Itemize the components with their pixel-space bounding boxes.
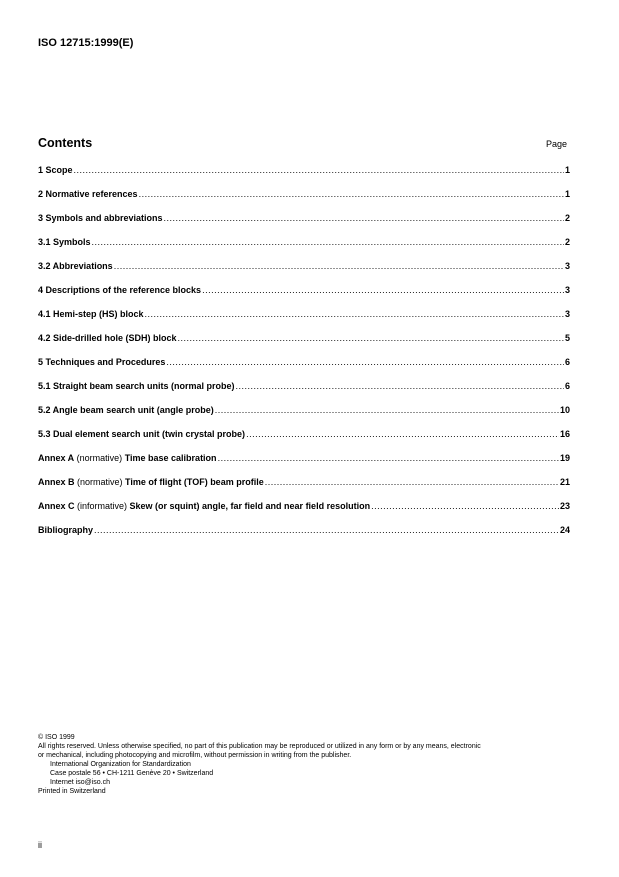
annex-title: Time of flight (TOF) beam profile	[125, 477, 264, 487]
toc-entry[interactable]	[38, 165, 570, 189]
toc-entry[interactable]	[38, 285, 570, 309]
toc-entry[interactable]	[38, 309, 570, 333]
annex-type: (informative)	[74, 501, 130, 511]
dot-leader	[246, 429, 559, 439]
toc-entry[interactable]	[38, 429, 570, 453]
toc-entry-page: 21	[559, 477, 570, 487]
toc-entry-page: 5	[564, 333, 570, 343]
toc-entry-label: Annex B	[38, 477, 75, 487]
dot-leader	[94, 525, 559, 535]
copyright-notice	[38, 733, 578, 796]
page-column-label: Page	[546, 139, 568, 149]
postal-address: Case postale 56 • CH-1211 Genève 20 • Switzerland	[50, 770, 214, 777]
dot-leader	[202, 285, 564, 295]
toc-entry-page: 10	[559, 405, 570, 415]
dot-leader	[371, 501, 559, 511]
toc-entry[interactable]	[38, 525, 570, 549]
organization-name: International Organization for Standardization	[50, 761, 191, 768]
toc-entry[interactable]	[38, 189, 570, 213]
toc-entry-page: 16	[559, 429, 570, 439]
table-of-contents	[38, 165, 570, 549]
dot-leader	[164, 213, 564, 223]
dot-leader	[92, 237, 564, 247]
annex-type: (normative)	[74, 453, 125, 463]
document-id: ISO 12715:1999(E)	[38, 37, 134, 49]
toc-entry-label: 3.2 Abbreviations	[38, 261, 113, 271]
toc-entry-label: Bibliography	[38, 525, 94, 535]
toc-entry-label: 2 Normative references	[38, 189, 138, 199]
dot-leader	[145, 309, 564, 319]
toc-entry-label: 5.3 Dual element search unit (twin crystal probe)	[38, 429, 246, 439]
internet-address: Internet iso@iso.ch	[50, 779, 111, 786]
toc-entry[interactable]	[38, 453, 570, 477]
toc-entry[interactable]	[38, 261, 570, 285]
dot-leader	[236, 381, 564, 391]
contents-title: Contents	[38, 136, 93, 150]
toc-entry-page: 23	[559, 501, 570, 511]
dot-leader	[166, 357, 564, 367]
dot-leader	[178, 333, 564, 343]
annex-title: Time base calibration	[124, 453, 217, 463]
toc-entry[interactable]	[38, 381, 570, 405]
toc-entry-page: 3	[564, 285, 570, 295]
toc-entry[interactable]	[38, 357, 570, 381]
toc-entry-label: 4.2 Side-drilled hole (SDH) block	[38, 333, 177, 343]
toc-entry-label: 3 Symbols and abbreviations	[38, 213, 163, 223]
dot-leader	[139, 189, 564, 199]
toc-entry-page: 3	[564, 309, 570, 319]
dot-leader	[114, 261, 564, 271]
toc-entry-label: 5 Techniques and Procedures	[38, 357, 166, 367]
toc-entry-label: 4.1 Hemi-step (HS) block	[38, 309, 144, 319]
toc-entry-page: 3	[564, 261, 570, 271]
toc-entry-page: 6	[564, 357, 570, 367]
toc-entry-page: 6	[564, 381, 570, 391]
page-number: ii	[38, 840, 42, 850]
toc-entry-page: 2	[564, 213, 570, 223]
dot-leader	[265, 477, 559, 487]
dot-leader	[74, 165, 564, 175]
dot-leader	[218, 453, 559, 463]
toc-entry-label: Annex C	[38, 501, 75, 511]
copyright-line: © ISO 1999	[38, 734, 75, 741]
toc-entry-label: 3.1 Symbols	[38, 237, 91, 247]
toc-entry[interactable]	[38, 405, 570, 429]
toc-entry-page: 2	[564, 237, 570, 247]
toc-entry-page: 19	[559, 453, 570, 463]
toc-entry-label: 1 Scope	[38, 165, 73, 175]
rights-text-line-2: or mechanical, including photocopying and microfilm, without permission in writing from the publisher.	[38, 752, 352, 759]
toc-entry[interactable]	[38, 213, 570, 237]
toc-entry-page: 24	[559, 525, 570, 535]
toc-entry[interactable]	[38, 501, 570, 525]
printed-in: Printed in Switzerland	[38, 788, 106, 795]
toc-entry-label: 4 Descriptions of the reference blocks	[38, 285, 202, 295]
annex-type: (normative)	[74, 477, 126, 487]
toc-entry-label: Annex A	[38, 453, 75, 463]
toc-entry[interactable]	[38, 237, 570, 261]
toc-entry-page: 1	[564, 165, 570, 175]
rights-text-line-1: All rights reserved. Unless otherwise specified, no part of this publication may be reproduced or utilized in any form or by any means, electronic	[38, 743, 481, 750]
toc-entry-page: 1	[564, 189, 570, 199]
annex-title: Skew (or squint) angle, far field and near field resolution	[129, 501, 371, 511]
dot-leader	[215, 405, 559, 415]
toc-entry-label: 5.2 Angle beam search unit (angle probe)	[38, 405, 214, 415]
toc-entry[interactable]	[38, 333, 570, 357]
toc-entry-label: 5.1 Straight beam search units (normal probe)	[38, 381, 235, 391]
toc-entry[interactable]	[38, 477, 570, 501]
